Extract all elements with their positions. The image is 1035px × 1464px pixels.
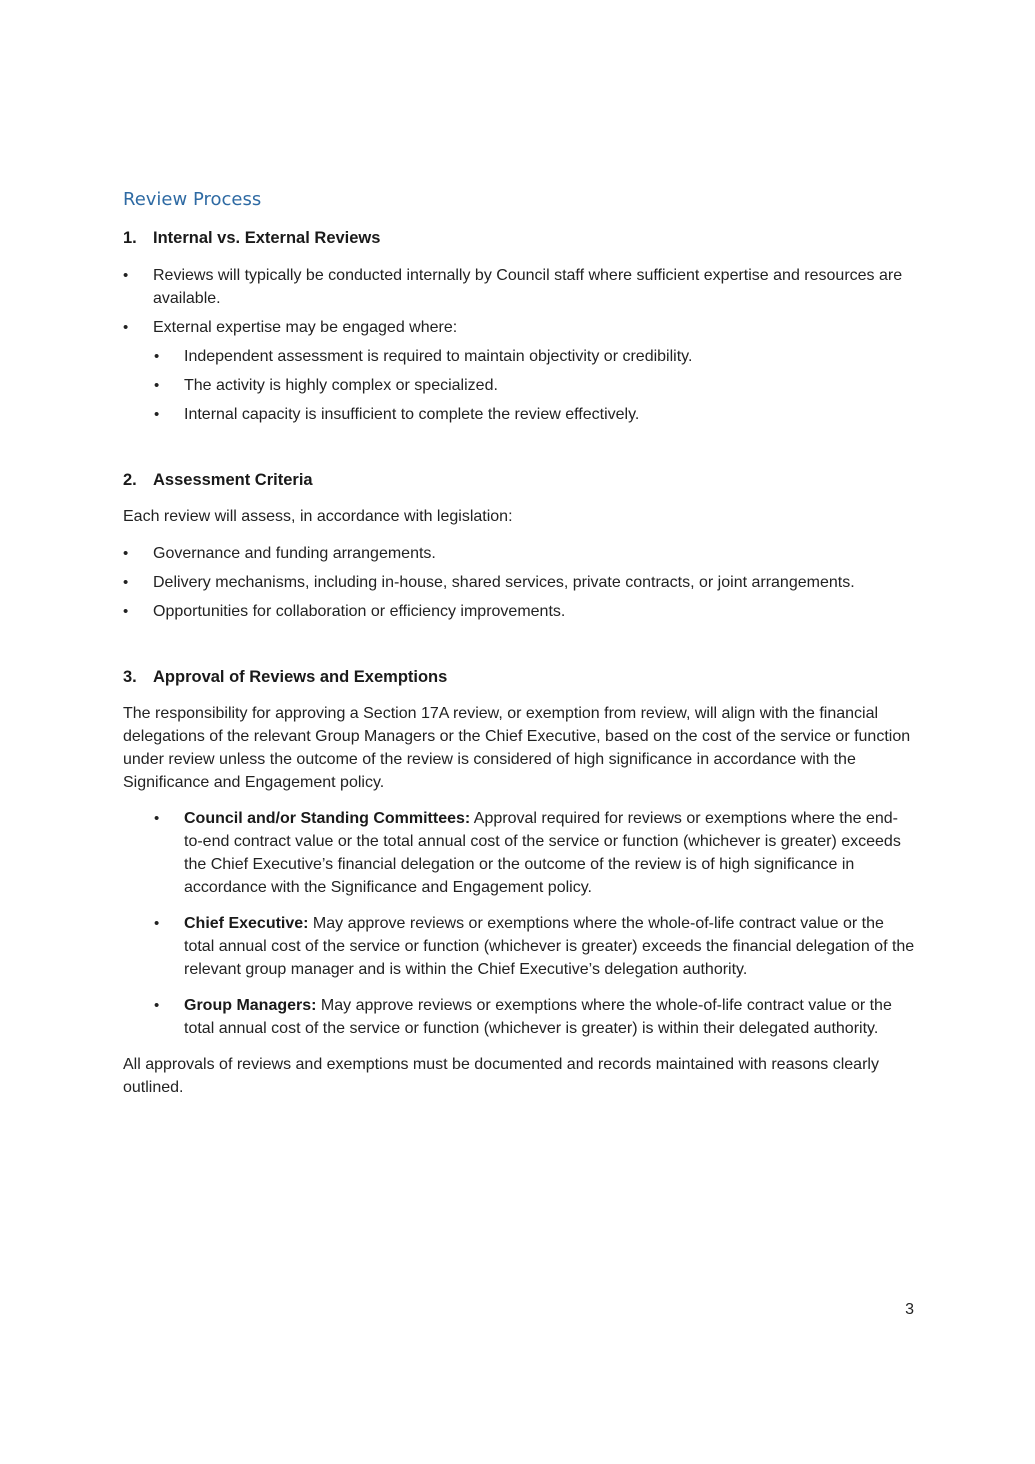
section-2-number: 2. bbox=[123, 471, 137, 489]
approval-text: May approve reviews or exemptions where the whole-of-life contract value or the total annual cost of the service or function (whichever is greater) exceeds the financial delegation of the relevant group manager and is within the Chief Executive’s delegation authority. bbox=[184, 915, 915, 978]
approval-list bbox=[123, 807, 915, 1040]
section-3-title: Approval of Reviews and Exemptions bbox=[153, 668, 448, 686]
list-item: • Independent assessment is required to maintain objectivity or credibility. bbox=[123, 345, 915, 368]
section-1-title: Internal vs. External Reviews bbox=[153, 229, 381, 247]
section-3-heading bbox=[123, 665, 915, 689]
list-item: • Opportunities for collaboration or efficiency improvements. bbox=[123, 600, 915, 623]
list-item: • Delivery mechanisms, including in-house, shared services, private contracts, or joint arrangements. bbox=[123, 571, 915, 594]
list-item: • Governance and funding arrangements. bbox=[123, 542, 915, 565]
page-number: 3 bbox=[905, 1301, 914, 1318]
approval-label: Council and/or Standing Committees: bbox=[184, 810, 471, 827]
page-content bbox=[123, 186, 915, 1099]
approval-label: Group Managers: bbox=[184, 997, 317, 1014]
approval-label: Chief Executive: bbox=[184, 915, 309, 932]
list-item: • External expertise may be engaged where: bbox=[123, 316, 915, 339]
section-1-bullets bbox=[123, 264, 915, 339]
approval-item-chief-executive bbox=[123, 912, 915, 981]
section-3-closing: All approvals of reviews and exemptions must be documented and records maintained with reasons clearly outlined. bbox=[123, 1056, 879, 1096]
approval-item-council bbox=[123, 807, 915, 899]
section-1-heading bbox=[123, 226, 915, 250]
section-2-bullets bbox=[123, 542, 915, 623]
section-title: Review Process bbox=[123, 189, 262, 210]
section-3-number: 3. bbox=[123, 668, 137, 686]
approval-item-group-managers bbox=[123, 994, 915, 1040]
section-2-heading bbox=[123, 468, 915, 492]
section-2-intro: Each review will assess, in accordance with legislation: bbox=[123, 508, 513, 525]
list-item: • Internal capacity is insufficient to complete the review effectively. bbox=[123, 403, 915, 426]
section-1-sub-bullets bbox=[123, 345, 915, 426]
list-item: • The activity is highly complex or specialized. bbox=[123, 374, 915, 397]
section-2-title: Assessment Criteria bbox=[153, 471, 313, 489]
list-item: • Reviews will typically be conducted internally by Council staff where sufficient expertise and resources are available. bbox=[123, 264, 915, 310]
approval-text: May approve reviews or exemptions where the whole-of-life contract value or the total annual cost of the service or function (whichever is greater) is within their delegated authority. bbox=[184, 997, 892, 1037]
section-3-intro: The responsibility for approving a Section 17A review, or exemption from review, will align with the financial delegations of the relevant Group Managers or the Chief Executive, based on the cost of the service or function under review unless the outcome of the review is considered of high significance in accordance with the Significance and Engagement policy. bbox=[123, 705, 911, 791]
section-1-number: 1. bbox=[123, 229, 137, 247]
approval-text: Approval required for reviews or exemptions where the end-to-end contract value or the total annual cost of the service or function (whichever is greater) exceeds the Chief Executive’s financial delegation or the outcome of the review is of high significance in accordance with the Significance and Engagement policy. bbox=[184, 810, 901, 896]
